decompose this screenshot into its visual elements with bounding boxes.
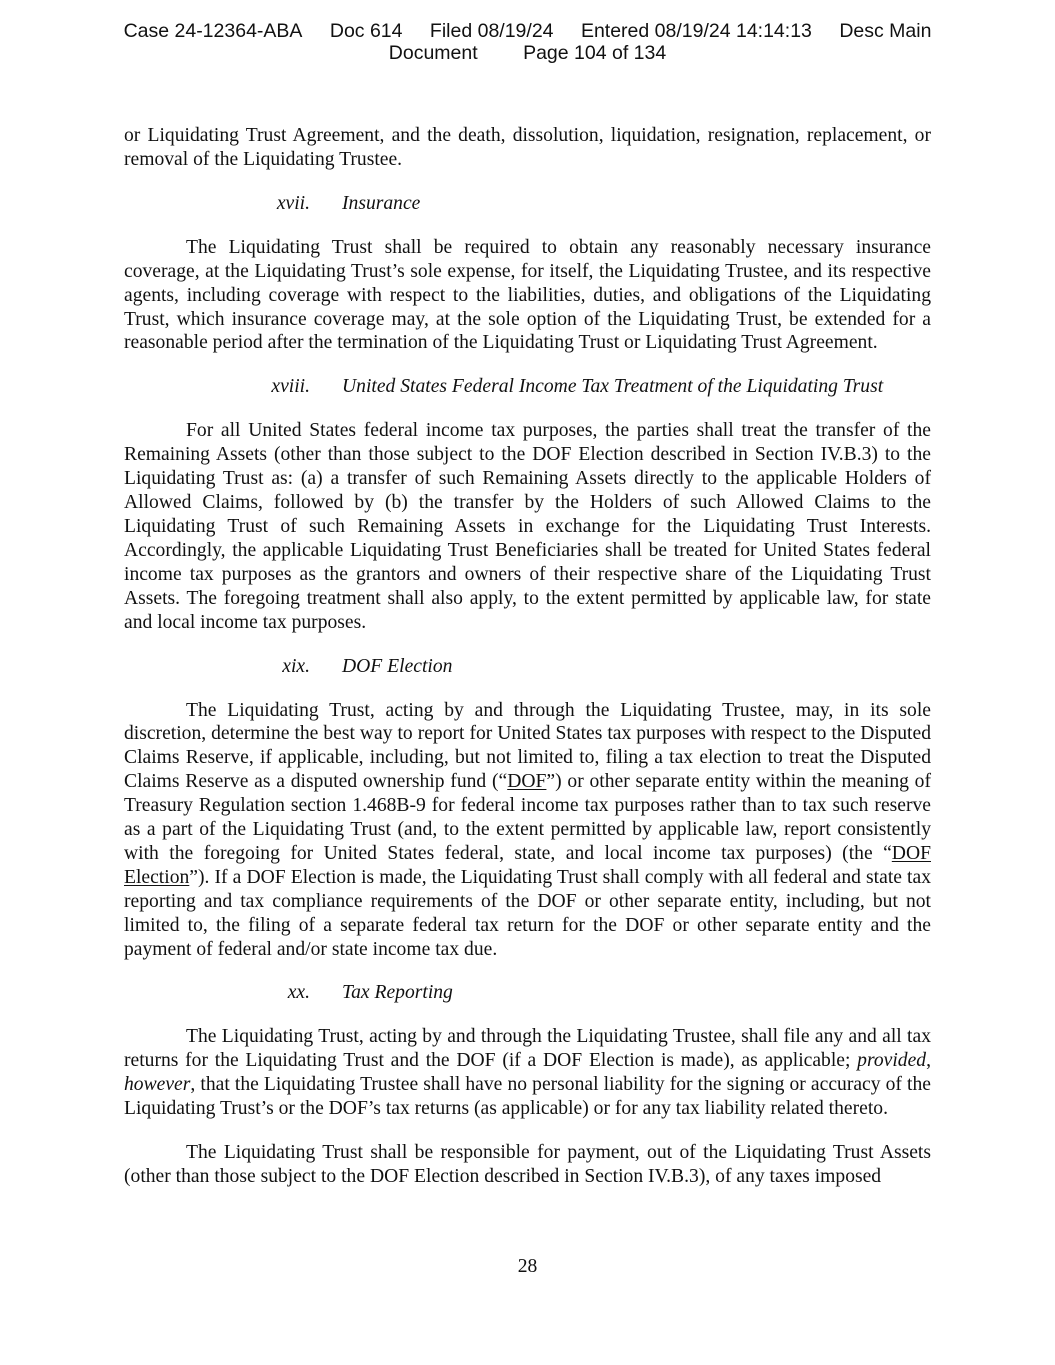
- section-title: United States Federal Income Tax Treatment of the Liquidating Trust: [342, 376, 884, 398]
- page-number: 28: [517, 1256, 538, 1277]
- section-heading-dof-election: [124, 655, 931, 679]
- paragraph-insurance: The Liquidating Trust shall be required to obtain any reasonably necessary insurance coverage, at the Liquidating Trust’s sole expense, for itself, the Liquidating Trustee, and its respective agents, including coverage with respect to the liabilities, duties, and obligations of the Liquidating Trust, which insurance coverage may, at the sole option of the Liquidating Trust, be extended for a reasonable period after the termination of the Liquidating Trust or Liquidating Trust Agreement.: [124, 236, 931, 354]
- entered-date: Entered 08/19/24 14:14:13: [580, 20, 812, 42]
- text-run: The Liquidating Trust, acting by and through the Liquidating Trustee, shall file any and all tax returns for the Liquidating Trust and the DOF (if a DOF Election is made), as applicable;: [124, 1026, 931, 1072]
- text-run: The Liquidating Trust, acting by and through the Liquidating Trustee, may, in its sole discretion, determine the best way to report for United States tax purposes with respect to the Disputed Claims Reserve, if applicable, including, but not limited to, filing a tax election to treat the Disputed Claims Reserve as a disputed ownership fund (“: [124, 699, 931, 793]
- section-heading-tax-reporting: [124, 981, 931, 1005]
- paragraph-tax-reporting: [124, 1025, 931, 1121]
- header-line-2: [0, 42, 1055, 64]
- defined-term-dof-election: DOF Election: [124, 842, 931, 888]
- section-heading-insurance: [124, 192, 931, 216]
- defined-term-dof: DOF: [507, 771, 547, 793]
- document-body: [124, 124, 931, 1209]
- section-number: xix.: [282, 655, 310, 677]
- court-filing-header: [0, 20, 1055, 64]
- desc: Desc Main: [839, 20, 932, 42]
- text-run: ”). If a DOF Election is made, the Liquidating Trust shall comply with all federal and state tax reporting and tax compliance requirements of the DOF or other separate entity, including, but not limited to, the filing of a separate federal tax return for the DOF or other separate entity and the payment of federal and/or state income tax due.: [124, 866, 931, 960]
- section-title: Tax Reporting: [342, 982, 453, 1004]
- document-label: Document: [388, 42, 478, 64]
- paragraph-tax-payment: The Liquidating Trust shall be responsible for payment, out of the Liquidating Trust Assets (other than those subject to the DOF Election described in Section IV.B.3), of any taxes imposed: [124, 1142, 931, 1187]
- doc-number: Doc 614: [329, 20, 403, 42]
- paragraph-tax-treatment: For all United States federal income tax purposes, the parties shall treat the transfer of the Remaining Assets (other than those subject to the DOF Election described in Section IV.B.3) to the Liquidating Trust as: (a) a transfer of such Remaining Assets directly to the applicable Holders of Allowed Claims, followed by (b) the transfer by the Holders of such Allowed Claims to the Liquidating Trust of such Remaining Assets in exchange for the Liquidating Trust Interests. Accordingly, the applicable Liquidating Trust Beneficiaries shall be treated for United States federal income tax purposes as the grantors and owners of their respective share of the Liquidating Trust Assets. The foregoing treatment shall also apply, to the extent permitted by applicable law, for state and local income tax purposes.: [124, 420, 931, 633]
- section-title: DOF Election: [342, 655, 453, 677]
- section-number: xx.: [287, 982, 310, 1004]
- section-number: xviii.: [271, 376, 310, 398]
- filed-date: Filed 08/19/24: [429, 20, 554, 42]
- page-count: Page 104 of 134: [523, 42, 667, 64]
- text-run: ,: [926, 1050, 931, 1072]
- section-heading-tax-treatment: [124, 375, 931, 399]
- emphasis-provided: provided: [857, 1050, 927, 1072]
- section-number: xvii.: [276, 192, 310, 214]
- text-run: , that the Liquidating Trustee shall have no personal liability for the signing or accuracy of the Liquidating Trust’s or the DOF’s tax returns (as applicable) or for any tax liability related thereto.: [124, 1074, 931, 1120]
- text-run: ”) or other separate entity within the meaning of Treasury Regulation section 1.468B-9 for federal income tax purposes rather than to tax such reserve as a part of the Liquidating Trust (and, to the extent permitted by applicable law, report consistently with the foregoing for United States federal, state, and local income tax purposes) (the “: [124, 771, 932, 864]
- case-number: Case 24-12364-ABA: [123, 20, 303, 42]
- section-title: Insurance: [342, 192, 421, 214]
- paragraph-continuation: or Liquidating Trust Agreement, and the death, dissolution, liquidation, resignation, replacement, or removal of the Liquidating Trustee.: [124, 125, 931, 170]
- paragraph-dof-election: [124, 699, 931, 962]
- emphasis-however: however: [124, 1074, 191, 1096]
- header-line-1: [0, 20, 1055, 42]
